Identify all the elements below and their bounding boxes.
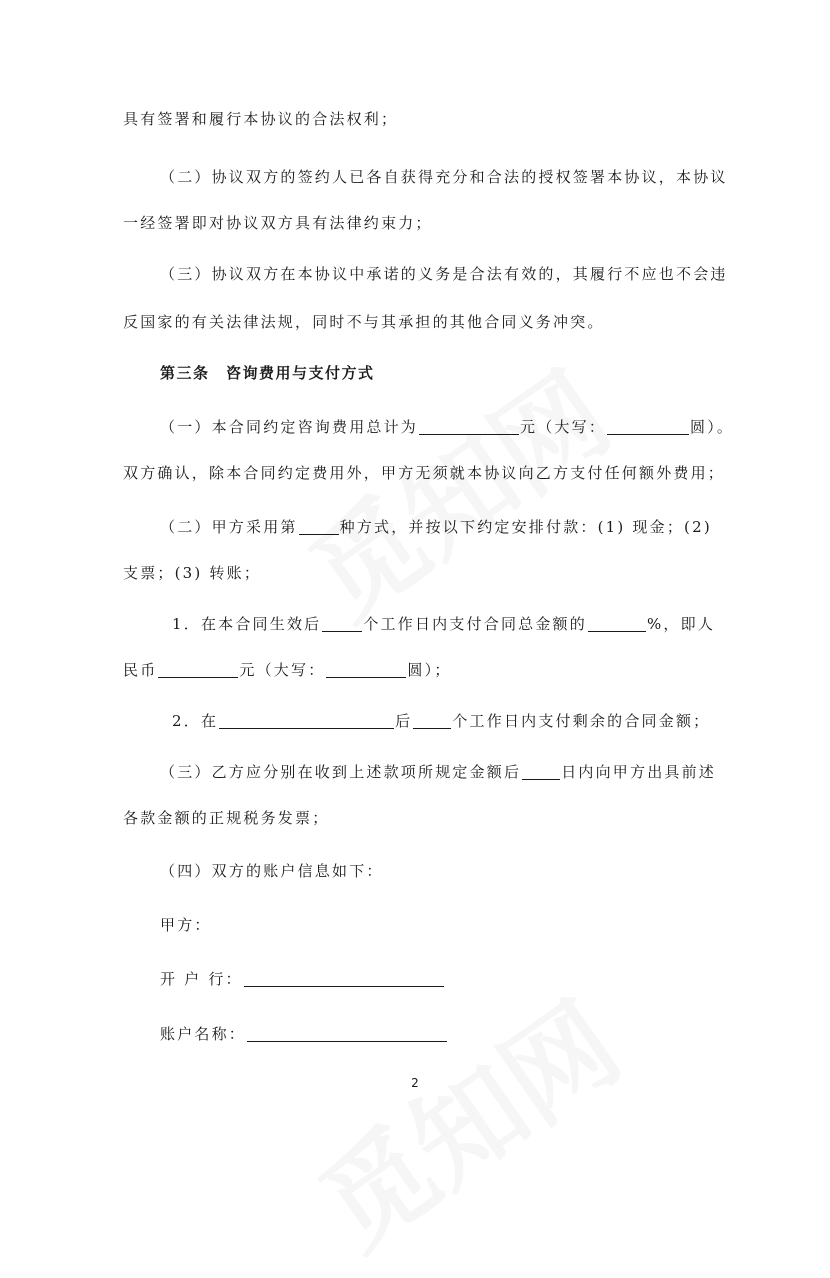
text-segment: %，即人 — [646, 615, 716, 633]
blank-fee-amount[interactable] — [419, 418, 519, 435]
text-segment: （三）乙方应分别在收到上述款项所规定金额后 — [160, 763, 522, 781]
text-segment: 圆）； — [407, 661, 452, 679]
text-segment: 后 — [395, 712, 413, 730]
text-line: 具有签署和履行本协议的合法权利； — [123, 110, 399, 128]
blank-bank[interactable] — [244, 970, 444, 987]
text-line — [160, 417, 734, 437]
text-line — [123, 660, 452, 680]
blank-rmb-uppercase[interactable] — [326, 661, 406, 678]
text-segment: 日内向甲方出具前述 — [561, 763, 717, 781]
text-line: （四）双方的账户信息如下： — [160, 862, 384, 880]
field-label-bank: 开 户 行： — [160, 970, 243, 988]
text-line — [160, 1024, 448, 1044]
text-line: 各款金额的正规税务发票； — [123, 809, 330, 827]
blank-payment-method[interactable] — [299, 518, 339, 535]
text-segment: 元（大写： — [520, 418, 607, 436]
blank-remaining-days[interactable] — [413, 712, 451, 729]
text-line — [160, 762, 716, 782]
page-number: 2 — [411, 1076, 419, 1090]
text-line: 支票；(3) 转账； — [123, 564, 262, 582]
text-segment: 种方式，并按以下约定安排付款：(1) 现金；(2) — [339, 518, 712, 536]
text-line: 反国家的有关法律法规，同时不与其承担的其他合同义务冲突。 — [123, 313, 605, 331]
blank-invoice-days[interactable] — [522, 763, 560, 780]
text-line — [160, 517, 712, 537]
text-line: 甲方： — [160, 916, 212, 934]
text-line — [172, 614, 715, 634]
text-line — [160, 969, 445, 989]
blank-working-days[interactable] — [322, 615, 362, 632]
section-heading: 第三条 咨询费用与支付方式 — [160, 364, 375, 382]
text-segment: 2．在 — [172, 712, 219, 730]
text-line: （三）协议双方在本协议中承诺的义务是合法有效的，其履行不应也不会违 — [160, 265, 728, 283]
watermark — [285, 960, 646, 1278]
text-segment: 元（大写： — [239, 661, 326, 679]
text-line: （二）协议双方的签约人已各自获得充分和合法的授权签署本协议，本协议 — [160, 168, 728, 186]
text-segment: 个工作日内支付合同总金额的 — [363, 615, 587, 633]
field-label-account-name: 账户名称： — [160, 1025, 247, 1043]
blank-fee-uppercase[interactable] — [607, 418, 689, 435]
text-segment: 1．在本合同生效后 — [172, 615, 322, 633]
text-segment: （二）甲方采用第 — [160, 518, 298, 536]
blank-condition[interactable] — [219, 712, 394, 729]
blank-account-name[interactable] — [247, 1025, 447, 1042]
text-segment: 圆）。 — [690, 418, 735, 436]
text-line — [172, 711, 710, 731]
text-line: 一经签署即对协议双方具有法律约束力； — [123, 214, 433, 232]
text-segment: （一）本合同约定咨询费用总计为 — [160, 418, 419, 436]
text-segment: 个工作日内支付剩余的合同金额； — [452, 712, 711, 730]
blank-percentage[interactable] — [588, 615, 646, 632]
text-line: 双方确认，除本合同约定费用外，甲方无须就本协议向乙方支付任何额外费用； — [123, 464, 726, 482]
text-segment: 民币 — [123, 661, 158, 679]
blank-rmb-amount[interactable] — [158, 661, 238, 678]
